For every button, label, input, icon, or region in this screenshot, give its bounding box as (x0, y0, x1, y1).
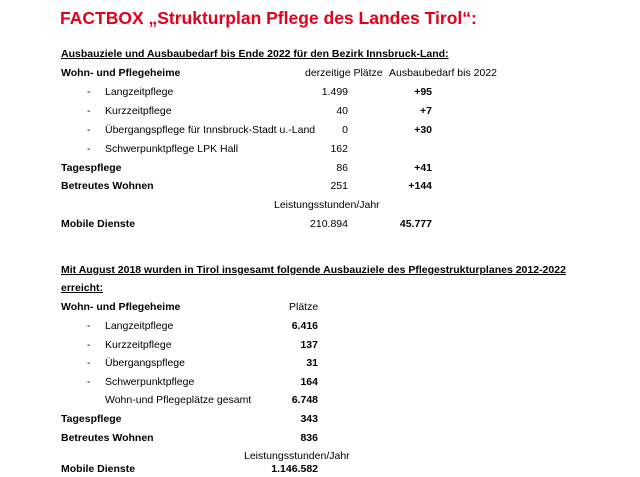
hours-header: Leistungsstunden/Jahr (274, 199, 380, 211)
mobile-dienste-label: Mobile Dienste (61, 218, 136, 230)
betreutes-wohnen-need: +144 (408, 180, 432, 192)
betreutes-wohnen-value: 836 (300, 432, 318, 444)
section1-group-label: Wohn- und Pflegeheime (61, 67, 181, 79)
bullet: - (87, 124, 91, 136)
item-label: Übergangspflege für Innsbruck-Stadt u.-Land (105, 124, 316, 136)
section2-group-label: Wohn- und Pflegeheime (61, 301, 181, 313)
item-value: 6.416 (291, 320, 318, 332)
tagespflege-label: Tagespflege (61, 413, 122, 425)
item-need: +7 (420, 105, 432, 117)
total-label: Wohn-und Pflegeplätze gesamt (105, 394, 252, 406)
item-need: +95 (414, 86, 432, 98)
section2-heading: Mit August 2018 wurden in Tirol insgesamt folgende Ausbauziele des Pflegestrukturplanes 2012-2022 (61, 264, 566, 276)
item-value: 164 (300, 376, 318, 388)
tagespflege-need: +41 (414, 162, 432, 174)
tagespflege-value: 343 (300, 413, 318, 425)
bullet: - (87, 376, 91, 388)
bullet: - (87, 143, 91, 155)
bullet: - (87, 105, 91, 117)
section1-heading: Ausbauziele und Ausbaubedarf bis Ende 2022 für den Bezirk Innsbruck-Land: (61, 48, 449, 60)
betreutes-wohnen-label: Betreutes Wohnen (61, 180, 154, 192)
bullet: - (87, 320, 91, 332)
bullet: - (87, 357, 91, 369)
mobile-dienste-current: 210.894 (310, 218, 348, 230)
item-value: 137 (300, 339, 318, 351)
mobile-dienste-value: 1.146.582 (271, 463, 318, 475)
column-header-need: Ausbaubedarf bis 2022 (389, 67, 497, 79)
tagespflege-label: Tagespflege (61, 162, 122, 174)
section2-heading-continued: erreicht: (61, 282, 104, 294)
item-need: +30 (414, 124, 432, 136)
item-label: Langzeitpflege (105, 86, 174, 98)
item-label: Schwerpunktpflege (105, 376, 195, 388)
mobile-dienste-label: Mobile Dienste (61, 463, 136, 475)
item-label: Übergangspflege (105, 357, 185, 369)
item-label: Langzeitpflege (105, 320, 174, 332)
total-value: 6.748 (291, 394, 318, 406)
mobile-dienste-need: 45.777 (399, 218, 432, 230)
item-label: Kurzzeitpflege (105, 105, 172, 117)
item-current: 0 (342, 124, 348, 136)
tagespflege-current: 86 (336, 162, 348, 174)
page-title: FACTBOX „Strukturplan Pflege des Landes Tirol“: (60, 8, 477, 28)
item-label: Schwerpunktpflege LPK Hall (105, 143, 239, 155)
betreutes-wohnen-label: Betreutes Wohnen (61, 432, 154, 444)
column-header-places: Plätze (289, 301, 319, 313)
bullet: - (87, 86, 91, 98)
item-current: 40 (336, 105, 348, 117)
item-label: Kurzzeitpflege (105, 339, 172, 351)
betreutes-wohnen-current: 251 (330, 180, 348, 192)
hours-header: Leistungsstunden/Jahr (244, 450, 350, 462)
item-value: 31 (306, 357, 318, 369)
bullet: - (87, 339, 91, 351)
item-current: 1.499 (321, 86, 348, 98)
item-current: 162 (330, 143, 348, 155)
column-header-current: derzeitige Plätze (305, 67, 383, 79)
